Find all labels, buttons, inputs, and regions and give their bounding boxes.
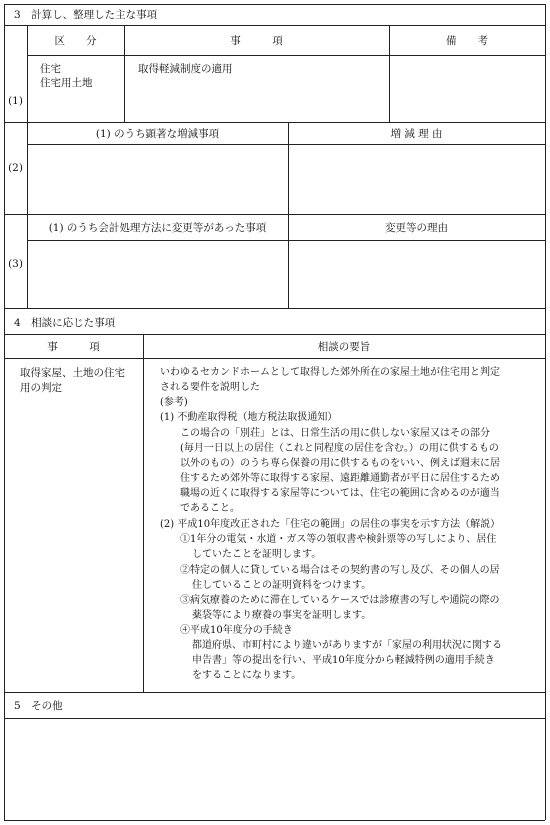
gist-line: される要件を説明した <box>160 382 260 393</box>
section-4-header-gist: 相談の要旨 <box>317 341 371 353</box>
section-5-heading: 5 その他 <box>14 700 63 712</box>
gist-line: 都道府県、市町村により違いがありますが「家屋の利用状況に関する <box>192 640 502 651</box>
gist-line: ①1年分の電気・水道・ガス等の領収書や検針票等の写しにより、居住 <box>180 534 497 545</box>
gist-line: していたことを証明します。 <box>192 549 322 560</box>
section-4-heading: 4 相談に応じた事項 <box>14 317 116 329</box>
gist-line: (1) 不動産取得税（地方税法取扱通知） <box>160 412 338 423</box>
gist-line: であること。 <box>180 503 240 514</box>
table3-bottom-rule <box>4 308 545 309</box>
gist-line: (参考) <box>160 397 188 408</box>
section-4-header-matter: 事 項 <box>47 341 100 353</box>
table1-header-remarks: 備 考 <box>446 35 488 47</box>
table2-header-rule <box>27 144 545 145</box>
table1-header-category: 区 分 <box>54 35 97 47</box>
section-4-heading-rule <box>4 334 545 335</box>
row-label-2: (2) <box>8 162 23 174</box>
table1-header-rule <box>27 55 545 56</box>
frame-left-border <box>4 4 5 820</box>
section-3-heading: 3 計算し、整理した主な事項 <box>14 9 158 21</box>
gist-line: 薬袋等により療養の事実を証明します。 <box>192 610 372 621</box>
gist-line: (毎月一日以上の居住（これと同程度の居住を含む。）の用に供するもの <box>180 443 499 454</box>
gist-line: この場合の「別荘」とは、日常生活の用に供しない家屋又はその部分 <box>180 428 490 439</box>
gist-line: (2) 平成10年度改正された「住宅の範囲」の居住の事実を示す方法（解説） <box>160 519 501 530</box>
gist-line: ③病気療養のために滞在しているケースでは診療書の写しや通院の際の <box>180 595 500 606</box>
gist-line: 職場の近くに取得する家屋等については、住宅の範囲に含めるのが適当 <box>180 488 500 499</box>
frame-right-border <box>545 4 546 820</box>
row-label-3: (3) <box>8 258 23 270</box>
section-3-heading-rule <box>4 25 545 26</box>
section-4-header-rule <box>4 358 545 359</box>
section-4-bottom-rule <box>4 692 545 693</box>
table2-header-left: (1) のうち顕著な増減事項 <box>95 128 220 140</box>
section-4-matter-line: 取得家屋、土地の住宅 <box>20 367 125 379</box>
table3-header-right: 変更等の理由 <box>385 222 448 234</box>
table3-header-rule <box>27 240 545 241</box>
table1-matter-text: 取得軽減制度の適用 <box>138 63 233 75</box>
gist-line: 住していることの証明資料をつけます。 <box>192 580 372 591</box>
table1-category-line: 住宅 <box>40 63 61 75</box>
table3-header-left: (1) のうち会計処理方法に変更等があった事項 <box>48 222 267 234</box>
frame-top-border <box>4 4 545 5</box>
gist-line: ②特定の個人に貸している場合はその契約書の写し及び、その個人の居 <box>180 565 500 576</box>
gist-line: をすることになります。 <box>192 670 302 681</box>
table2-header-right: 増 減 理 由 <box>390 128 443 140</box>
row-label-1: (1) <box>8 95 23 107</box>
table1-category-line: 住宅用土地 <box>40 77 93 89</box>
frame-bottom-border <box>4 820 545 821</box>
section-4-matter-line: 用の判定 <box>20 382 62 394</box>
gist-line: 以外のもの）のうち専ら保養の用に供するものをいい、例えば週末に居 <box>180 458 500 469</box>
gist-line: いわゆるセカンドホームとして取得した郊外所在の家屋土地が住宅用と判定 <box>160 367 500 378</box>
gist-line: 住するため郊外等に取得する家屋、遠距離通勤者が平日に居住するため <box>180 473 500 484</box>
section-4-column-divider <box>143 334 144 692</box>
section-5-heading-rule <box>4 718 545 719</box>
gist-line: ④平成10年度分の手続き <box>180 625 293 636</box>
table2-3-center-divider <box>288 122 289 308</box>
row-label-divider <box>27 25 28 308</box>
table1-header-matter: 事 項 <box>230 35 283 47</box>
gist-line: 申告書」等の提出を行い、平成10年度分から軽減特例の適用手続き <box>192 655 495 666</box>
table1-bottom-rule <box>4 122 545 123</box>
table2-bottom-rule <box>4 214 545 215</box>
